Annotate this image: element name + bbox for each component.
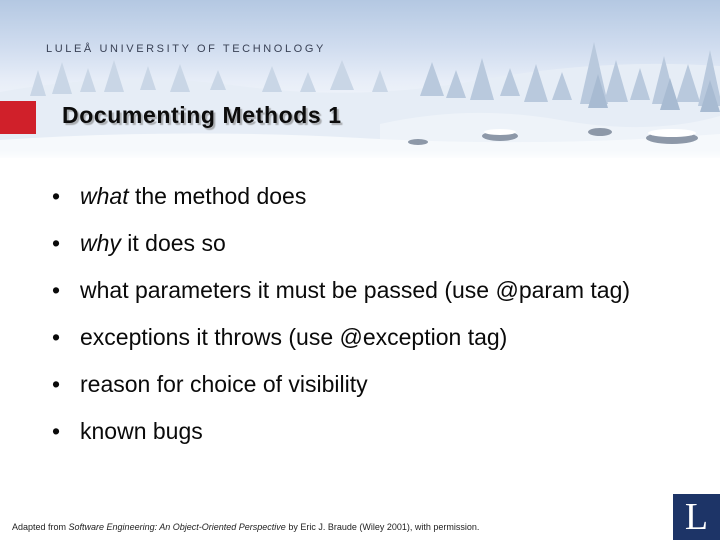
bullet-marker: • (52, 371, 61, 397)
bullet-marker: • (52, 183, 61, 209)
list-item (52, 415, 672, 448)
bullet-emphasis: what (80, 183, 129, 209)
slide-title: Documenting Methods 1 (62, 102, 342, 128)
bullet-text: the method does (128, 183, 307, 209)
bullet-text: it does so (120, 230, 226, 256)
bullet-marker: • (52, 324, 61, 350)
winter-landscape-banner (0, 0, 720, 158)
attribution-footer (12, 522, 479, 532)
attribution-suffix: by Eric J. Braude (Wiley 2001), with permission. (285, 522, 480, 532)
bullet-marker: • (52, 230, 61, 256)
snowy-forest-illustration (0, 0, 720, 158)
bullet-text: known bugs (80, 418, 203, 444)
bullet-text: reason for choice of visibility (80, 371, 368, 397)
attribution-prefix: Adapted from (12, 522, 69, 532)
title-accent-square (0, 101, 36, 134)
bullet-list (52, 180, 672, 448)
list-item (52, 321, 672, 354)
list-item (52, 180, 672, 213)
bullet-text: what parameters it must be passed (use @param tag) (80, 277, 631, 303)
bullet-emphasis: why (80, 230, 121, 256)
university-logo (673, 494, 720, 540)
list-item (52, 274, 672, 307)
university-name: LULEÅ UNIVERSITY OF TECHNOLOGY (46, 43, 326, 55)
bullet-text: exceptions it throws (use @exception tag) (80, 324, 508, 350)
list-item (52, 227, 672, 260)
bullet-marker: • (52, 277, 61, 303)
logo-letter: L (684, 496, 709, 538)
list-item (52, 368, 672, 401)
bullet-marker: • (52, 418, 61, 444)
attribution-book-title: Software Engineering: An Object-Oriented Perspective (68, 522, 286, 532)
